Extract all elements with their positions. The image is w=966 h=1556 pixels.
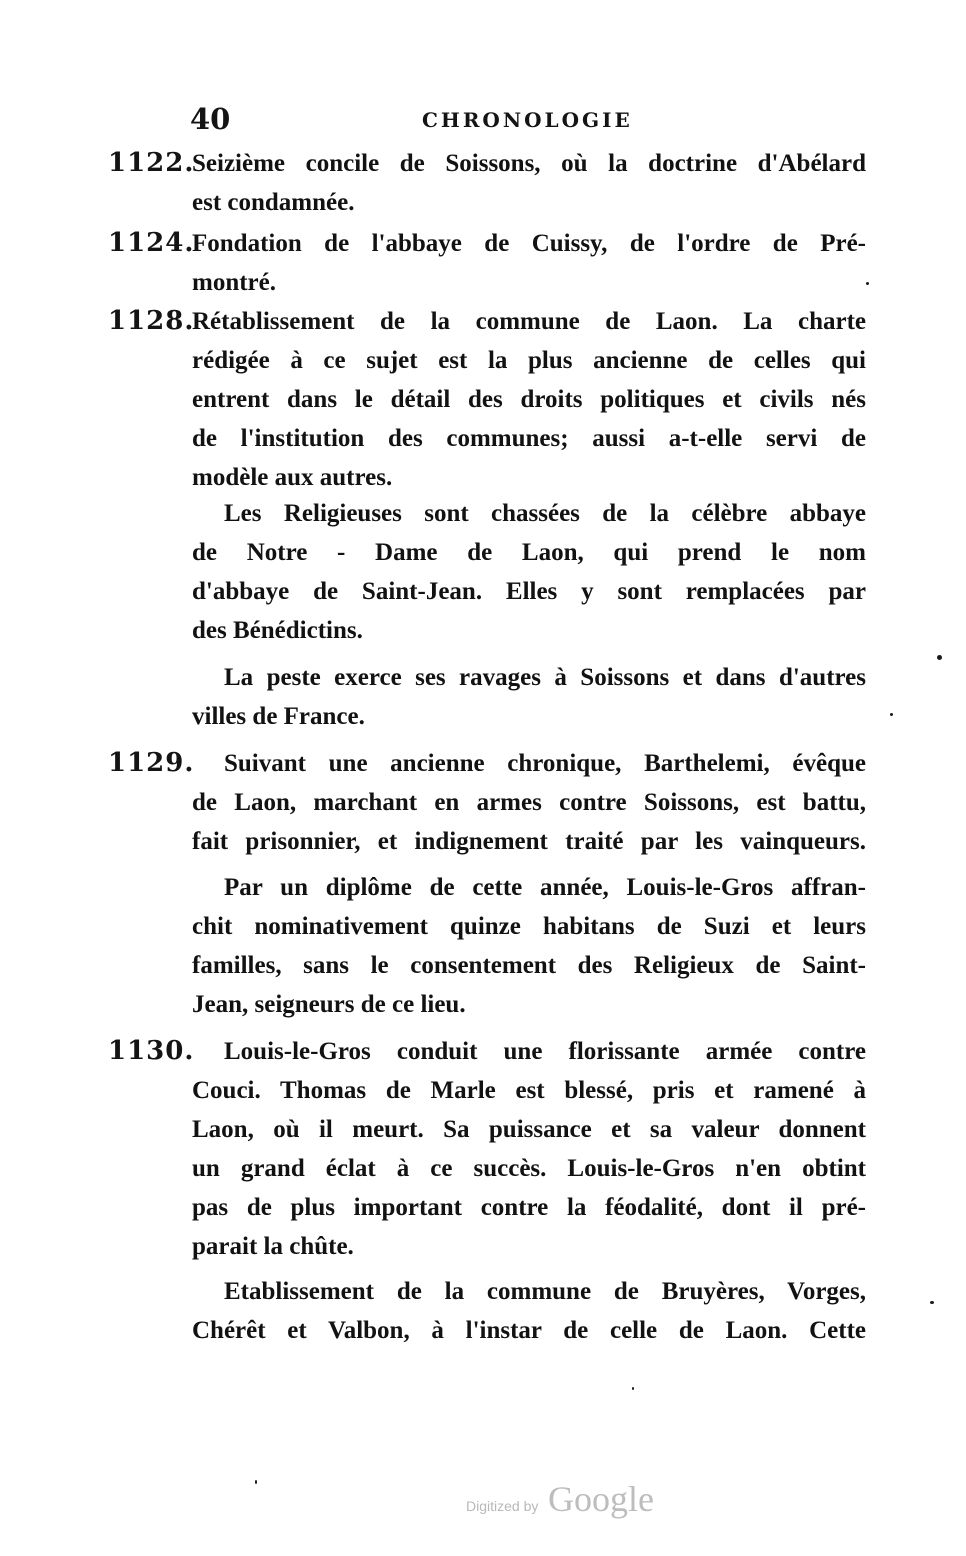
entry-text (192, 224, 866, 302)
text-line: de Notre - Dame de Laon, qui prend le nom (192, 539, 866, 566)
text-line: montré. (192, 269, 276, 296)
text-line: entrent dans le détail des droits politiques et civils nés (192, 386, 866, 413)
entry-year: 1128. (108, 306, 195, 336)
text-line: parait la chûte. (192, 1233, 354, 1260)
entry-text (192, 144, 866, 222)
scan-speck (255, 1480, 257, 1484)
text-line: Laon, où il meurt. Sa puissance et sa valeur donnent (192, 1116, 866, 1143)
scan-speck (866, 282, 869, 285)
page-header (190, 102, 870, 138)
entry-year: 1124. (108, 228, 195, 258)
text-line: Couci. Thomas de Marle est blessé, pris et ramené à (192, 1077, 866, 1104)
entry-text (192, 658, 866, 736)
text-line: est condamnée. (192, 189, 355, 216)
text-line: de l'institution des communes; aussi a-t-elle servi de (192, 425, 866, 452)
scan-speck (930, 1301, 934, 1304)
text-line: rédigée à ce sujet est la plus ancienne de celles qui (192, 347, 866, 374)
text-line: Chérêt et Valbon, à l'instar de celle de Laon. Cette (192, 1317, 866, 1344)
text-line: villes de France. (192, 703, 365, 730)
text-line: fait prisonnier, et indignement traité par les vainqueurs. (192, 828, 866, 855)
entry-year: 1130. (108, 1036, 195, 1066)
text-line: Suivant une ancienne chronique, Barthelemi, évêque (224, 750, 866, 777)
text-line: chit nominativement quinze habitans de Suzi et leurs (192, 913, 866, 940)
digitized-by-text: Digitized by (466, 1498, 539, 1514)
text-line: La peste exerce ses ravages à Soissons et dans d'autres (224, 664, 866, 691)
text-line: Etablissement de la commune de Bruyères, Vorges, (224, 1278, 866, 1305)
scan-speck (632, 1387, 634, 1390)
text-line: modèle aux autres. (192, 464, 393, 491)
google-logo: Google (548, 1479, 654, 1519)
running-head: CHRONOLOGIE (422, 108, 633, 132)
text-line: un grand éclat à ce succès. Louis-le-Gros n'en obtint (192, 1155, 866, 1182)
entry-text (192, 494, 866, 650)
text-line: pas de plus important contre la féodalité, dont il pré- (192, 1194, 866, 1221)
text-line: Par un diplôme de cette année, Louis-le-Gros affran- (224, 874, 866, 901)
text-line: d'abbaye de Saint-Jean. Elles y sont remplacées par (192, 578, 866, 605)
text-line: Fondation de l'abbaye de Cuissy, de l'ordre de Pré- (192, 230, 866, 257)
scan-speck (937, 655, 942, 660)
text-line: Louis-le-Gros conduit une florissante armée contre (224, 1038, 866, 1065)
scan-speck (890, 713, 893, 716)
entry-text (192, 1032, 866, 1266)
text-line: des Bénédictins. (192, 617, 363, 644)
page-number: 40 (190, 102, 231, 136)
text-line: familles, sans le consentement des Religieux de Saint- (192, 952, 866, 979)
entry-text (192, 1272, 866, 1350)
entry-year: 1122. (108, 148, 195, 178)
text-line: Les Religieuses sont chassées de la célèbre abbaye (224, 500, 866, 527)
entry-text (192, 744, 866, 861)
text-line: Seizième concile de Soissons, où la doctrine d'Abélard (192, 150, 866, 177)
text-line: de Laon, marchant en armes contre Soissons, est battu, (192, 789, 866, 816)
entry-text (192, 868, 866, 1024)
entry-text (192, 302, 866, 497)
entry-year: 1129. (108, 748, 195, 778)
text-line: Jean, seigneurs de ce lieu. (192, 991, 466, 1018)
text-line: Rétablissement de la commune de Laon. La charte (192, 308, 866, 335)
